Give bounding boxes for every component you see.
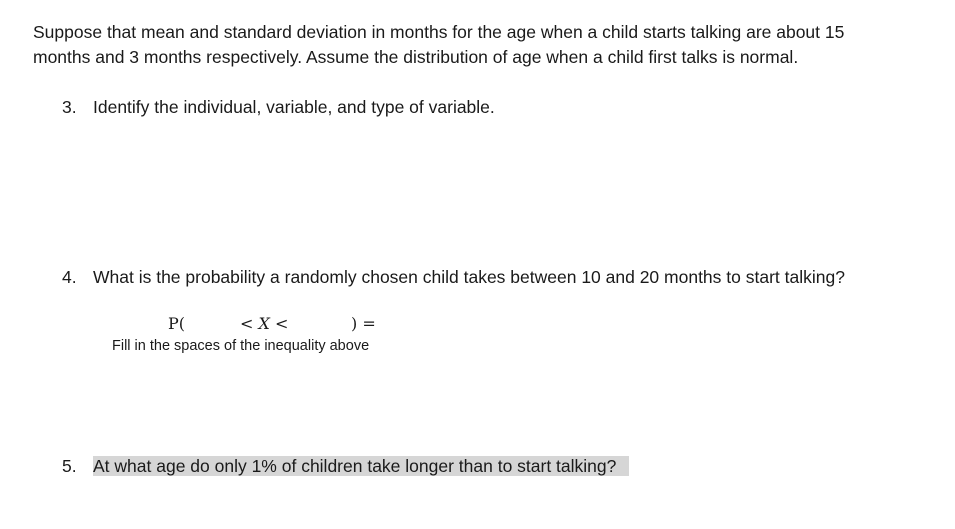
fill-in-note: Fill in the spaces of the inequality above (112, 338, 370, 354)
probability-open: P( (168, 314, 186, 333)
question-number: 4. (62, 267, 77, 287)
question-text: What is the probability a randomly chosen child takes between 10 and 20 months to start talking? (93, 267, 845, 287)
intro-line-1: Suppose that mean and standard deviation in months for the age when a child starts talking are about 15 (33, 22, 845, 42)
question-3 (62, 95, 495, 119)
question-4 (62, 265, 845, 289)
variable-x: X (258, 314, 270, 333)
intro-line-2: months and 3 months respectively. Assume the distribution of age when a child first talks is normal. (33, 47, 799, 67)
question-number: 5. (62, 456, 77, 476)
intro-paragraph (33, 20, 933, 70)
question-text: Identify the individual, variable, and type of variable. (93, 97, 495, 117)
question-number: 3. (62, 97, 77, 117)
question-text-highlighted[interactable]: At what age do only 1% of children take longer than to start talking? (93, 456, 629, 476)
probability-close: ) = (351, 314, 376, 333)
question-5 (62, 454, 629, 478)
inequality-text: < X < (240, 314, 289, 333)
inequality-x (240, 314, 288, 334)
